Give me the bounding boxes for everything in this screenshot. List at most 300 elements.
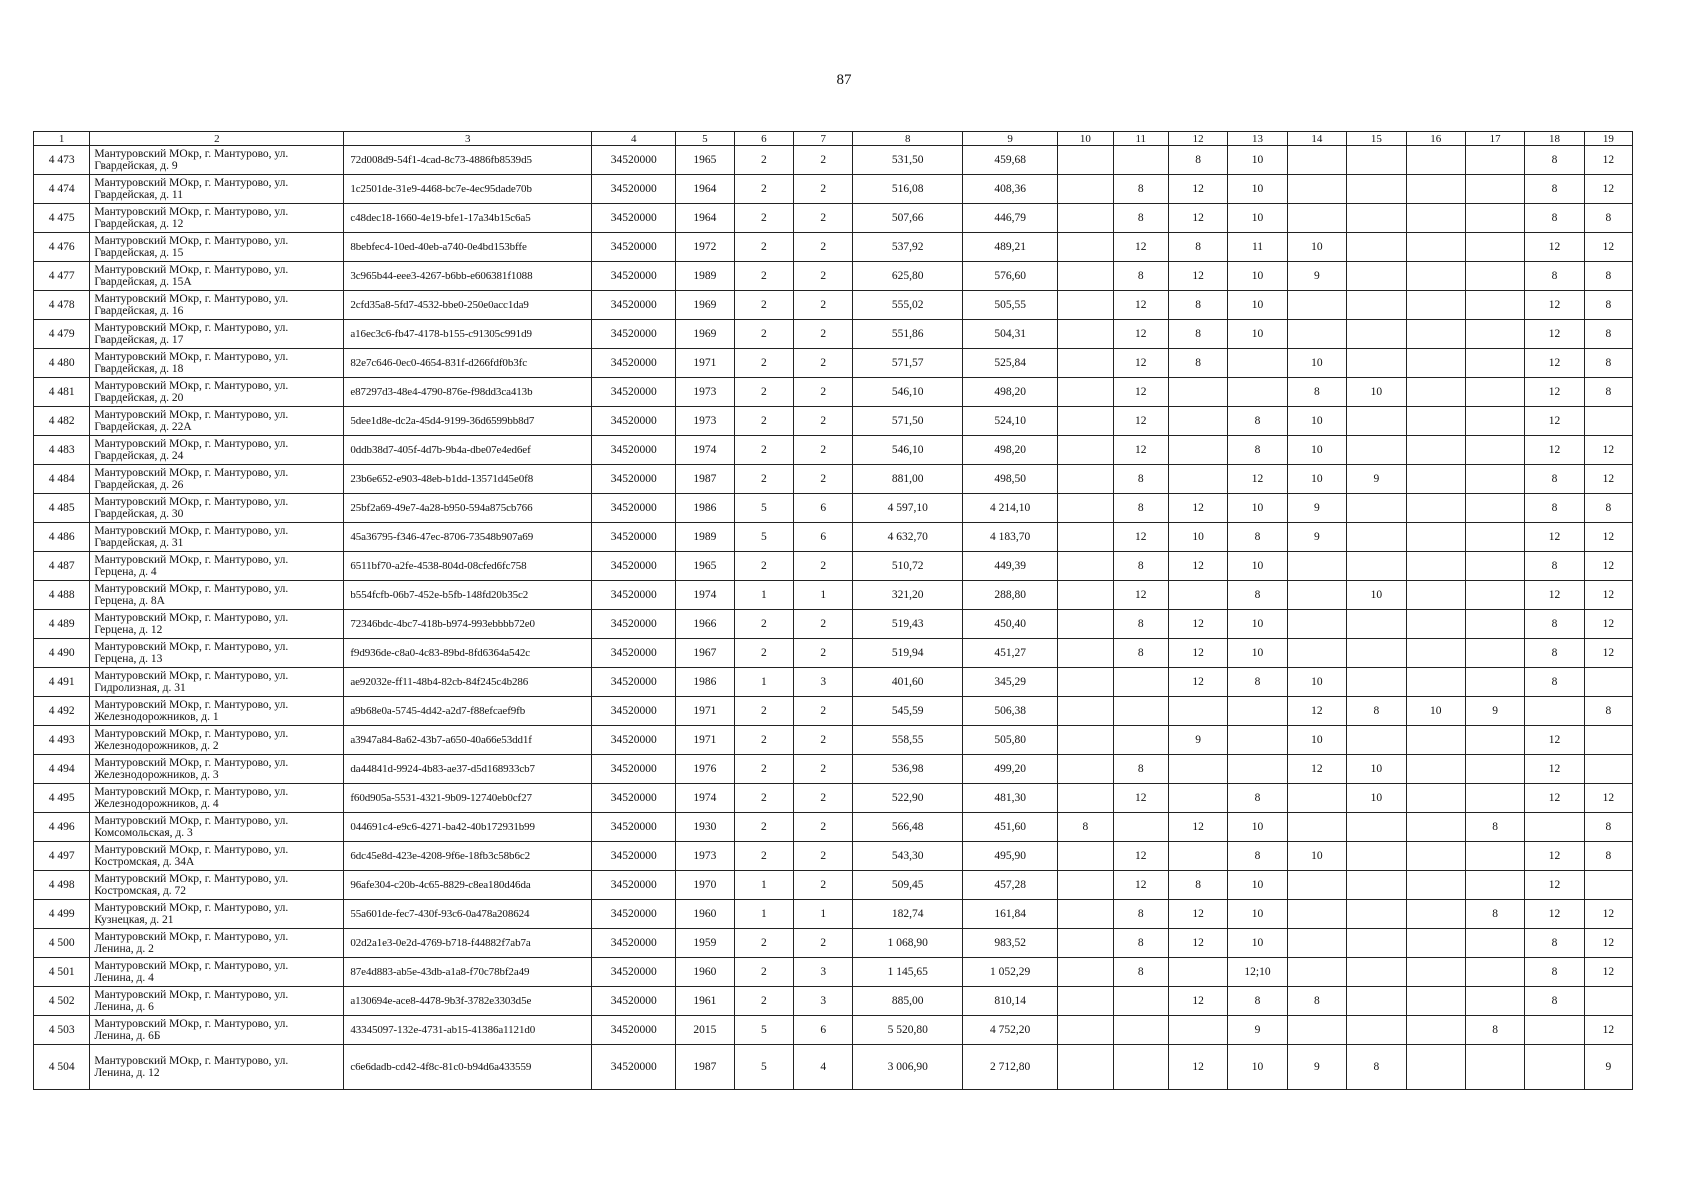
column-13-cell: 10 xyxy=(1228,175,1287,204)
column-7-cell: 2 xyxy=(794,233,853,262)
column-17-cell xyxy=(1465,233,1524,262)
year-cell: 1973 xyxy=(676,378,734,407)
column-9-cell: 4 752,20 xyxy=(963,1016,1058,1045)
column-15-cell xyxy=(1347,233,1406,262)
column-16-cell xyxy=(1406,436,1465,465)
column-8-cell: 571,57 xyxy=(853,349,963,378)
column-12-cell xyxy=(1168,842,1227,871)
house-guid-cell: 23b6e652-e903-48eb-b1dd-13571d45e0f8 xyxy=(344,465,592,494)
column-13-cell: 10 xyxy=(1228,146,1287,175)
house-guid-cell: c48dec18-1660-4e19-bfe1-17a34b15c6a5 xyxy=(344,204,592,233)
column-14-cell: 10 xyxy=(1287,842,1346,871)
row-number-cell: 4 477 xyxy=(34,262,90,291)
column-18-cell: 8 xyxy=(1525,639,1584,668)
column-8-cell: 4 632,70 xyxy=(853,523,963,552)
column-8-cell: 545,59 xyxy=(853,697,963,726)
column-19-cell: 12 xyxy=(1584,639,1632,668)
address-line-1: Мантуровский МОкр, г. Мантурово, ул. xyxy=(94,728,289,740)
year-cell: 1986 xyxy=(676,668,734,697)
column-14-cell: 10 xyxy=(1287,233,1346,262)
column-19-cell xyxy=(1584,668,1632,697)
column-13-cell: 10 xyxy=(1228,813,1287,842)
column-15-cell: 10 xyxy=(1347,784,1406,813)
column-19-cell xyxy=(1584,726,1632,755)
oktmo-cell: 34520000 xyxy=(592,958,676,987)
column-9-cell: 524,10 xyxy=(963,407,1058,436)
column-17-cell xyxy=(1465,784,1524,813)
column-18-cell: 8 xyxy=(1525,929,1584,958)
address-line-2: Ленина, д. 4 xyxy=(94,972,154,984)
address-line-1: Мантуровский МОкр, г. Мантурово, ул. xyxy=(94,612,289,624)
address-line-1: Мантуровский МОкр, г. Мантурово, ул. xyxy=(94,235,289,247)
column-8-cell: 3 006,90 xyxy=(853,1045,963,1090)
address-line-2: Гвардейская, д. 11 xyxy=(94,189,183,201)
column-7-cell: 2 xyxy=(794,552,853,581)
column-header-12: 12 xyxy=(1168,132,1227,146)
column-7-cell: 3 xyxy=(794,958,853,987)
column-13-cell: 8 xyxy=(1228,436,1287,465)
column-9-cell: 449,39 xyxy=(963,552,1058,581)
column-10-cell xyxy=(1058,958,1113,987)
column-7-cell: 2 xyxy=(794,320,853,349)
house-guid-cell: f60d905a-5531-4321-9b09-12740eb0cf27 xyxy=(344,784,592,813)
column-6-cell: 2 xyxy=(734,204,793,233)
column-15-cell xyxy=(1347,204,1406,233)
row-number-cell: 4 474 xyxy=(34,175,90,204)
house-guid-cell: 82e7c646-0ec0-4654-831f-d266fdf0b3fc xyxy=(344,349,592,378)
column-16-cell xyxy=(1406,987,1465,1016)
column-header-4: 4 xyxy=(592,132,676,146)
oktmo-cell: 34520000 xyxy=(592,610,676,639)
column-18-cell: 8 xyxy=(1525,552,1584,581)
column-10-cell xyxy=(1058,1016,1113,1045)
address-line-2: Комсомольская, д. 3 xyxy=(94,827,193,839)
row-number-cell: 4 503 xyxy=(34,1016,90,1045)
address-cell xyxy=(90,378,344,407)
oktmo-cell: 34520000 xyxy=(592,494,676,523)
address-line-1: Мантуровский МОкр, г. Мантурово, ул. xyxy=(94,699,289,711)
column-17-cell xyxy=(1465,465,1524,494)
column-header-13: 13 xyxy=(1228,132,1287,146)
column-17-cell xyxy=(1465,842,1524,871)
column-6-cell: 2 xyxy=(734,291,793,320)
table-row xyxy=(34,552,1633,581)
oktmo-cell: 34520000 xyxy=(592,813,676,842)
column-7-cell: 3 xyxy=(794,668,853,697)
column-15-cell xyxy=(1347,929,1406,958)
column-8-cell: 558,55 xyxy=(853,726,963,755)
column-header-6: 6 xyxy=(734,132,793,146)
column-10-cell xyxy=(1058,929,1113,958)
column-18-cell: 12 xyxy=(1525,900,1584,929)
column-11-cell xyxy=(1113,813,1168,842)
column-12-cell: 12 xyxy=(1168,639,1227,668)
column-17-cell xyxy=(1465,175,1524,204)
column-7-cell: 2 xyxy=(794,146,853,175)
column-9-cell: 499,20 xyxy=(963,755,1058,784)
address-line-1: Мантуровский МОкр, г. Мантурово, ул. xyxy=(94,1018,289,1030)
row-number-cell: 4 485 xyxy=(34,494,90,523)
column-10-cell xyxy=(1058,842,1113,871)
column-14-cell: 10 xyxy=(1287,668,1346,697)
column-12-cell: 12 xyxy=(1168,668,1227,697)
house-guid-cell: 6511bf70-a2fe-4538-804d-08cfed6fc758 xyxy=(344,552,592,581)
column-16-cell xyxy=(1406,349,1465,378)
house-guid-cell: a9b68e0a-5745-4d42-a2d7-f88efcaef9fb xyxy=(344,697,592,726)
column-10-cell xyxy=(1058,146,1113,175)
address-line-2: Костромская, д. 34А xyxy=(94,856,195,868)
column-6-cell: 2 xyxy=(734,610,793,639)
house-guid-cell: 72d008d9-54f1-4cad-8c73-4886fb8539d5 xyxy=(344,146,592,175)
column-7-cell: 6 xyxy=(794,523,853,552)
column-19-cell: 12 xyxy=(1584,929,1632,958)
column-7-cell: 2 xyxy=(794,465,853,494)
address-cell xyxy=(90,784,344,813)
column-11-cell: 12 xyxy=(1113,871,1168,900)
row-number-cell: 4 476 xyxy=(34,233,90,262)
column-16-cell xyxy=(1406,813,1465,842)
column-13-cell: 10 xyxy=(1228,639,1287,668)
column-18-cell: 8 xyxy=(1525,494,1584,523)
column-6-cell: 5 xyxy=(734,1016,793,1045)
column-8-cell: 885,00 xyxy=(853,987,963,1016)
table-row xyxy=(34,523,1633,552)
year-cell: 1964 xyxy=(676,204,734,233)
address-line-2: Гвардейская, д. 22А xyxy=(94,421,192,433)
column-19-cell xyxy=(1584,755,1632,784)
column-14-cell: 10 xyxy=(1287,726,1346,755)
column-10-cell xyxy=(1058,726,1113,755)
address-line-2: Кузнецкая, д. 21 xyxy=(94,914,174,926)
year-cell: 1974 xyxy=(676,581,734,610)
column-19-cell: 12 xyxy=(1584,1016,1632,1045)
address-line-1: Мантуровский МОкр, г. Мантурово, ул. xyxy=(94,293,289,305)
column-8-cell: 1 145,65 xyxy=(853,958,963,987)
column-9-cell: 498,20 xyxy=(963,436,1058,465)
oktmo-cell: 34520000 xyxy=(592,697,676,726)
column-17-cell xyxy=(1465,494,1524,523)
column-12-cell: 12 xyxy=(1168,262,1227,291)
house-guid-cell: 1c2501de-31e9-4468-bc7e-4ec95dade70b xyxy=(344,175,592,204)
oktmo-cell: 34520000 xyxy=(592,639,676,668)
oktmo-cell: 34520000 xyxy=(592,436,676,465)
column-10-cell xyxy=(1058,175,1113,204)
column-7-cell: 2 xyxy=(794,175,853,204)
column-11-cell xyxy=(1113,146,1168,175)
column-7-cell: 1 xyxy=(794,900,853,929)
column-18-cell xyxy=(1525,813,1584,842)
column-6-cell: 1 xyxy=(734,871,793,900)
year-cell: 1961 xyxy=(676,987,734,1016)
column-16-cell: 10 xyxy=(1406,697,1465,726)
column-13-cell: 10 xyxy=(1228,900,1287,929)
column-12-cell xyxy=(1168,581,1227,610)
row-number-cell: 4 478 xyxy=(34,291,90,320)
address-line-1: Мантуровский МОкр, г. Мантурово, ул. xyxy=(94,641,289,653)
column-11-cell: 12 xyxy=(1113,233,1168,262)
column-19-cell: 12 xyxy=(1584,523,1632,552)
column-11-cell: 12 xyxy=(1113,581,1168,610)
address-line-2: Ленина, д. 2 xyxy=(94,943,154,955)
column-14-cell xyxy=(1287,871,1346,900)
oktmo-cell: 34520000 xyxy=(592,204,676,233)
column-7-cell: 6 xyxy=(794,494,853,523)
address-cell xyxy=(90,726,344,755)
column-12-cell: 8 xyxy=(1168,320,1227,349)
column-10-cell xyxy=(1058,639,1113,668)
address-line-1: Мантуровский МОкр, г. Мантурово, ул. xyxy=(94,844,289,856)
address-line-2: Железнодорожников, д. 1 xyxy=(94,711,219,723)
address-line-1: Мантуровский МОкр, г. Мантурово, ул. xyxy=(94,409,289,421)
table-row xyxy=(34,755,1633,784)
column-17-cell: 8 xyxy=(1465,900,1524,929)
column-9-cell: 451,60 xyxy=(963,813,1058,842)
column-12-cell: 10 xyxy=(1168,523,1227,552)
oktmo-cell: 34520000 xyxy=(592,378,676,407)
address-line-2: Гвардейская, д. 26 xyxy=(94,479,184,491)
column-9-cell: 4 214,10 xyxy=(963,494,1058,523)
address-cell xyxy=(90,494,344,523)
column-13-cell: 11 xyxy=(1228,233,1287,262)
oktmo-cell: 34520000 xyxy=(592,1016,676,1045)
column-7-cell: 2 xyxy=(794,610,853,639)
column-10-cell xyxy=(1058,233,1113,262)
oktmo-cell: 34520000 xyxy=(592,871,676,900)
address-cell xyxy=(90,552,344,581)
column-15-cell xyxy=(1347,407,1406,436)
row-number-cell: 4 502 xyxy=(34,987,90,1016)
column-18-cell: 12 xyxy=(1525,436,1584,465)
column-19-cell: 8 xyxy=(1584,262,1632,291)
column-17-cell xyxy=(1465,1045,1524,1090)
house-guid-cell: 87e4d883-ab5e-43db-a1a8-f70c78bf2a49 xyxy=(344,958,592,987)
column-9-cell: 345,29 xyxy=(963,668,1058,697)
column-12-cell xyxy=(1168,1016,1227,1045)
address-line-1: Мантуровский МОкр, г. Мантурово, ул. xyxy=(94,757,289,769)
column-header-19: 19 xyxy=(1584,132,1632,146)
year-cell: 1973 xyxy=(676,407,734,436)
column-13-cell: 8 xyxy=(1228,581,1287,610)
column-12-cell: 8 xyxy=(1168,291,1227,320)
column-18-cell: 8 xyxy=(1525,987,1584,1016)
column-10-cell xyxy=(1058,552,1113,581)
column-header-5: 5 xyxy=(676,132,734,146)
column-12-cell: 12 xyxy=(1168,610,1227,639)
column-10-cell xyxy=(1058,204,1113,233)
column-15-cell xyxy=(1347,436,1406,465)
column-10-cell xyxy=(1058,784,1113,813)
column-11-cell: 8 xyxy=(1113,175,1168,204)
column-11-cell xyxy=(1113,697,1168,726)
column-15-cell xyxy=(1347,320,1406,349)
address-line-1: Мантуровский МОкр, г. Мантурово, ул. xyxy=(94,380,289,392)
column-14-cell xyxy=(1287,639,1346,668)
column-16-cell xyxy=(1406,726,1465,755)
column-13-cell: 8 xyxy=(1228,523,1287,552)
column-7-cell: 2 xyxy=(794,784,853,813)
column-18-cell: 8 xyxy=(1525,204,1584,233)
column-19-cell: 8 xyxy=(1584,697,1632,726)
column-18-cell: 8 xyxy=(1525,262,1584,291)
column-8-cell: 5 520,80 xyxy=(853,1016,963,1045)
oktmo-cell: 34520000 xyxy=(592,581,676,610)
column-19-cell xyxy=(1584,987,1632,1016)
oktmo-cell: 34520000 xyxy=(592,465,676,494)
column-7-cell: 6 xyxy=(794,1016,853,1045)
column-15-cell: 8 xyxy=(1347,697,1406,726)
column-11-cell: 8 xyxy=(1113,494,1168,523)
column-15-cell xyxy=(1347,871,1406,900)
column-16-cell xyxy=(1406,407,1465,436)
address-line-2: Железнодорожников, д. 4 xyxy=(94,798,219,810)
column-14-cell xyxy=(1287,291,1346,320)
column-8-cell: 625,80 xyxy=(853,262,963,291)
column-8-cell: 571,50 xyxy=(853,407,963,436)
column-17-cell xyxy=(1465,581,1524,610)
column-header-8: 8 xyxy=(853,132,963,146)
column-11-cell: 12 xyxy=(1113,378,1168,407)
table-row xyxy=(34,697,1633,726)
column-16-cell xyxy=(1406,494,1465,523)
address-cell xyxy=(90,755,344,784)
column-7-cell: 2 xyxy=(794,871,853,900)
column-8-cell: 519,94 xyxy=(853,639,963,668)
column-14-cell: 10 xyxy=(1287,465,1346,494)
column-9-cell: 446,79 xyxy=(963,204,1058,233)
oktmo-cell: 34520000 xyxy=(592,146,676,175)
table-row xyxy=(34,320,1633,349)
column-11-cell: 8 xyxy=(1113,900,1168,929)
column-6-cell: 5 xyxy=(734,494,793,523)
row-number-cell: 4 488 xyxy=(34,581,90,610)
column-6-cell: 5 xyxy=(734,523,793,552)
address-line-1: Мантуровский МОкр, г. Мантурово, ул. xyxy=(94,467,289,479)
year-cell: 1971 xyxy=(676,726,734,755)
column-10-cell xyxy=(1058,378,1113,407)
oktmo-cell: 34520000 xyxy=(592,900,676,929)
year-cell: 1969 xyxy=(676,291,734,320)
house-guid-cell: 2cfd35a8-5fd7-4532-bbe0-250e0acc1da9 xyxy=(344,291,592,320)
column-15-cell xyxy=(1347,262,1406,291)
address-line-2: Ленина, д. 12 xyxy=(94,1067,160,1079)
column-15-cell xyxy=(1347,291,1406,320)
column-14-cell: 12 xyxy=(1287,755,1346,784)
address-cell xyxy=(90,436,344,465)
column-7-cell: 2 xyxy=(794,262,853,291)
row-number-cell: 4 480 xyxy=(34,349,90,378)
row-number-cell: 4 494 xyxy=(34,755,90,784)
column-18-cell xyxy=(1525,697,1584,726)
column-19-cell: 12 xyxy=(1584,552,1632,581)
address-line-2: Ленина, д. 6Б xyxy=(94,1030,161,1042)
column-17-cell xyxy=(1465,349,1524,378)
column-14-cell: 8 xyxy=(1287,987,1346,1016)
oktmo-cell: 34520000 xyxy=(592,755,676,784)
row-number-cell: 4 492 xyxy=(34,697,90,726)
column-8-cell: 1 068,90 xyxy=(853,929,963,958)
column-12-cell: 12 xyxy=(1168,813,1227,842)
table-row xyxy=(34,871,1633,900)
column-14-cell xyxy=(1287,610,1346,639)
row-number-cell: 4 496 xyxy=(34,813,90,842)
column-8-cell: 516,08 xyxy=(853,175,963,204)
address-cell xyxy=(90,291,344,320)
row-number-cell: 4 487 xyxy=(34,552,90,581)
column-14-cell xyxy=(1287,1016,1346,1045)
column-16-cell xyxy=(1406,378,1465,407)
table-row xyxy=(34,1016,1633,1045)
column-18-cell: 8 xyxy=(1525,146,1584,175)
column-13-cell xyxy=(1228,378,1287,407)
column-7-cell: 3 xyxy=(794,987,853,1016)
column-15-cell xyxy=(1347,552,1406,581)
address-cell xyxy=(90,697,344,726)
column-9-cell: 525,84 xyxy=(963,349,1058,378)
column-10-cell xyxy=(1058,610,1113,639)
column-14-cell xyxy=(1287,552,1346,581)
column-13-cell xyxy=(1228,697,1287,726)
column-9-cell: 489,21 xyxy=(963,233,1058,262)
address-line-2: Гвардейская, д. 15 xyxy=(94,247,184,259)
column-11-cell: 8 xyxy=(1113,958,1168,987)
column-17-cell xyxy=(1465,291,1524,320)
year-cell: 1965 xyxy=(676,552,734,581)
column-17-cell xyxy=(1465,523,1524,552)
column-15-cell xyxy=(1347,726,1406,755)
column-7-cell: 2 xyxy=(794,842,853,871)
column-16-cell xyxy=(1406,523,1465,552)
column-15-cell xyxy=(1347,494,1406,523)
column-11-cell: 8 xyxy=(1113,465,1168,494)
column-7-cell: 4 xyxy=(794,1045,853,1090)
column-9-cell: 983,52 xyxy=(963,929,1058,958)
column-8-cell: 546,10 xyxy=(853,436,963,465)
column-8-cell: 566,48 xyxy=(853,813,963,842)
table-row xyxy=(34,175,1633,204)
house-guid-cell: 25bf2a69-49e7-4a28-b950-594a875cb766 xyxy=(344,494,592,523)
column-9-cell: 506,38 xyxy=(963,697,1058,726)
column-10-cell xyxy=(1058,436,1113,465)
column-16-cell xyxy=(1406,610,1465,639)
column-16-cell xyxy=(1406,958,1465,987)
column-16-cell xyxy=(1406,929,1465,958)
column-8-cell: 555,02 xyxy=(853,291,963,320)
address-cell xyxy=(90,407,344,436)
row-number-cell: 4 501 xyxy=(34,958,90,987)
year-cell: 1970 xyxy=(676,871,734,900)
column-6-cell: 2 xyxy=(734,784,793,813)
column-9-cell: 459,68 xyxy=(963,146,1058,175)
column-19-cell: 8 xyxy=(1584,494,1632,523)
address-line-1: Мантуровский МОкр, г. Мантурово, ул. xyxy=(94,351,289,363)
column-15-cell xyxy=(1347,987,1406,1016)
column-13-cell: 12 xyxy=(1228,465,1287,494)
address-line-1: Мантуровский МОкр, г. Мантурово, ул. xyxy=(94,786,289,798)
address-line-2: Гидролизная, д. 31 xyxy=(94,682,186,694)
column-6-cell: 2 xyxy=(734,929,793,958)
column-9-cell: 4 183,70 xyxy=(963,523,1058,552)
table-row xyxy=(34,726,1633,755)
column-14-cell: 12 xyxy=(1287,697,1346,726)
address-line-1: Мантуровский МОкр, г. Мантурово, ул. xyxy=(94,438,289,450)
column-14-cell: 10 xyxy=(1287,407,1346,436)
year-cell: 1959 xyxy=(676,929,734,958)
address-line-1: Мантуровский МОкр, г. Мантурово, ул. xyxy=(94,322,289,334)
column-13-cell: 9 xyxy=(1228,1016,1287,1045)
address-line-2: Железнодорожников, д. 3 xyxy=(94,769,219,781)
column-19-cell: 8 xyxy=(1584,813,1632,842)
column-12-cell: 8 xyxy=(1168,233,1227,262)
